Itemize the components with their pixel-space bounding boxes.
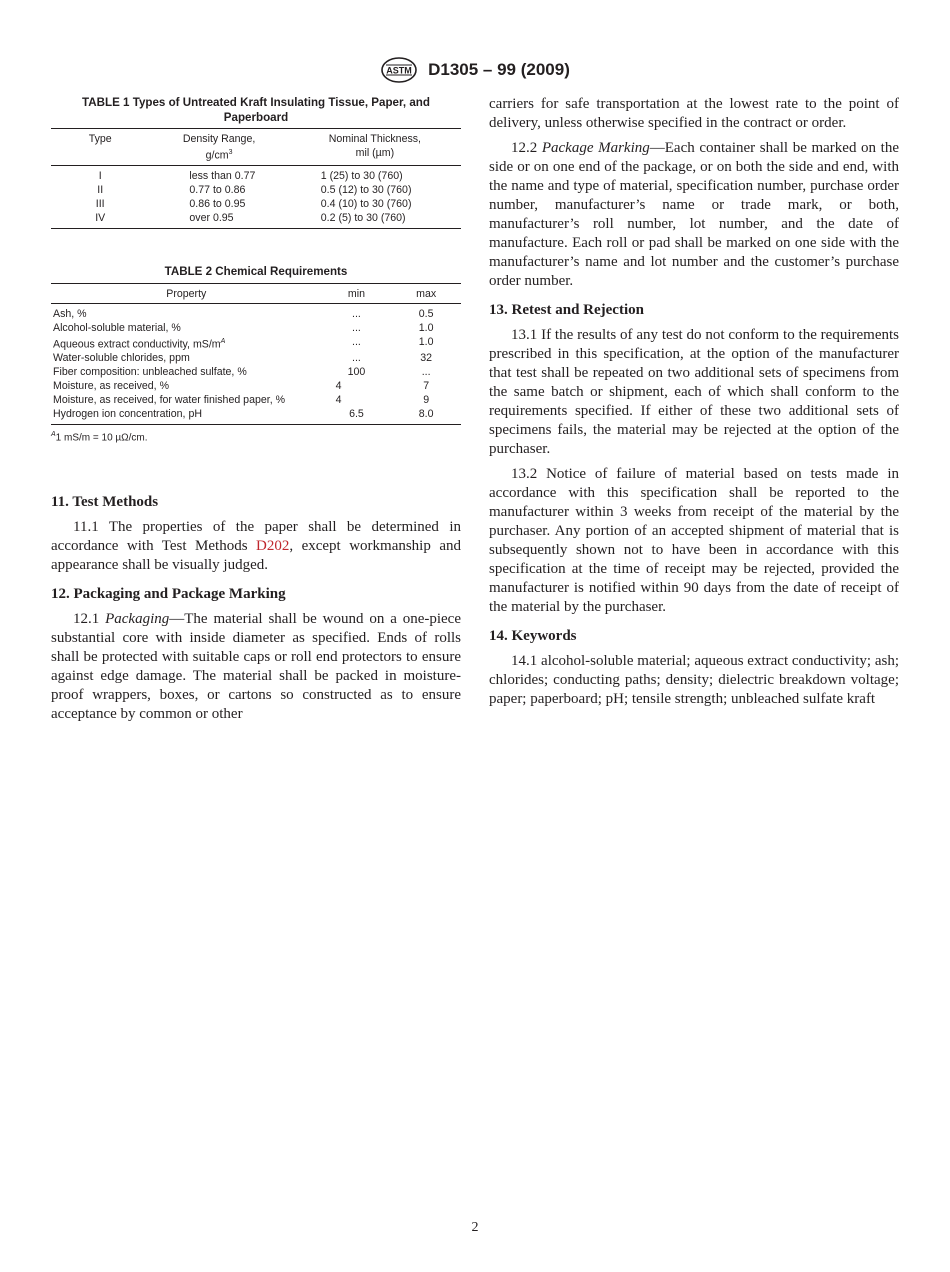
- section-11-heading: 11. Test Methods: [51, 494, 159, 511]
- document-id: D1305 – 99 (2009): [428, 60, 570, 79]
- section-13-heading: 13. Retest and Rejection: [489, 302, 644, 318]
- table-row: Ash, % ... 0.5: [53, 307, 434, 320]
- table-row: Moisture, as received, % 4 7: [53, 380, 430, 393]
- table2-footnote: $^A$1 mS/m = 10 µΩ/cm.: [51, 431, 148, 444]
- table-row: IV over 0.95 0.2 (5) to 30 (760): [51, 211, 461, 229]
- section-14-heading: 14. Keywords: [489, 628, 577, 644]
- logo-text: ASTM: [386, 65, 412, 76]
- table-row: I less than 0.77 1 (25) to 30 (760): [98, 169, 403, 182]
- section-12-heading: 12. Packaging and Package Marking: [51, 586, 286, 603]
- table1-header-type: Type: [51, 129, 149, 166]
- paragraph-13-2: 13.2 Notice of failure of material based on tests made in accordance with this specification shall be reported to the manufacturer within 3 weeks from receipt of the material by the purchaser. Any portion of an accepted shipment of material that is subsequently shown not to have been in accordance with this specification at the time of receipt may be rejected, provided the manufacturer is notified within 90 days from the date of receipt of the material by the purchaser.: [489, 466, 899, 615]
- table2: [51, 283, 461, 426]
- table-row: Water-soluble chlorides, ppm ... 32: [53, 352, 433, 365]
- paragraph-13-1: 13.1 If the results of any test do not conform to the requirements prescribed in this specification, at the option of the manufacturer that test shall be repeated on two additional sets of specimens from the same batch or shipment, each of which shall conform to the requirements specified. If either of these two additional sets of specimens fails, the material may be rejected at the option of the purchaser.: [489, 327, 899, 457]
- page-header: [0, 56, 950, 84]
- table2-header-property: Property: [51, 283, 322, 303]
- page-number: 2: [471, 1220, 479, 1235]
- table-row: Moisture, as received, for water finished paper, % 4 9: [53, 394, 430, 407]
- right-column: [489, 95, 899, 709]
- table-row: Fiber composition: unbleached sulfate, % 100 ...: [53, 366, 431, 379]
- table2-header-min: min: [322, 283, 392, 303]
- left-column: [51, 95, 461, 724]
- d202-link[interactable]: D202: [256, 538, 290, 555]
- paragraph-12-1-continued: carriers for safe transportation at the lowest rate to the point of delivery, unless otherwise specified in the contract or order.: [489, 96, 899, 131]
- paragraph-14-1: 14.1 alcohol-soluble material; aqueous extract conductivity; ash; chlorides; conducting paths; density; dielectric breakdown voltage; paper; paperboard; pH; tensile strength; unbleached sulfate kraft: [489, 653, 899, 707]
- paragraph-12-1: 12.1 Packaging—The material shall be wound on a one-piece substantial core with inside diameter as specified. Ends of rolls shall be protected with suitable caps or roll end protectors to ensure against edge damage. The material shall be packed in moisture-proof wrappers, boxes, or cartons so constructed as to ensure acceptance by common or other: [51, 611, 461, 723]
- table2-title: TABLE 2 Chemical Requirements: [164, 264, 348, 278]
- paragraph-11-1: 11.1 The properties of the paper shall be determined in accordance with Test Methods D202, except workmanship and appearance shall be visually judged.: [51, 519, 461, 574]
- table1-header-density: Density Range, $g/cm^3$: [149, 129, 288, 166]
- table-row: Hydrogen ion concentration, pH 6.5 8.0: [51, 407, 461, 425]
- table1-title: TABLE 1 Types of Untreated Kraft Insulating Tissue, Paper, and Paperboard: [82, 96, 430, 124]
- table1-header-thickness: Nominal Thickness, mil (µm): [289, 129, 461, 166]
- paragraph-12-2: 12.2 Package Marking—Each container shall be marked on the side or on one end of the package, or on both the side and end, with the name and type of material, specification number, purchase order number, manufacturer’s name or trade mark, or both, manufacturer’s roll number, lot number, and the date of manufacture. Each roll or pad shall be marked on one side with the manufacturer’s name and lot number and the customer’s purchase order number.: [489, 140, 899, 289]
- table-row: II 0.77 to 0.86 0.5 (12) to 30 (760): [97, 183, 412, 196]
- table-row: Aqueous extract conductivity, $mS/m^A$ ... 1.0: [53, 335, 434, 351]
- table-row: Alcohol-soluble material, % ... 1.0: [53, 321, 434, 334]
- table2-header-max: max: [391, 283, 461, 303]
- table1: [51, 128, 461, 229]
- astm-logo-icon: [380, 56, 418, 84]
- table-row: III 0.86 to 0.95 0.4 (10) to 30 (760): [95, 197, 412, 210]
